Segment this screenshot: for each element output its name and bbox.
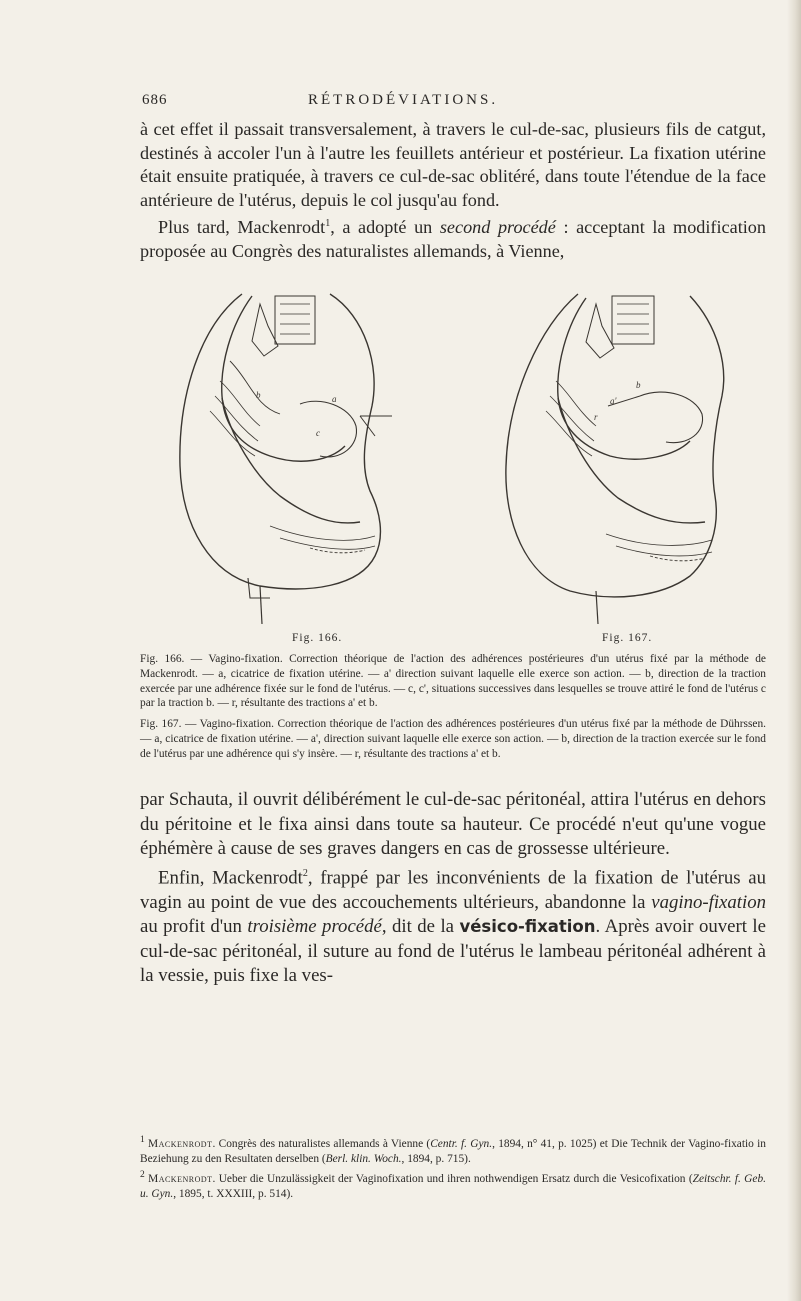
bold-term: vésico-fixation [459,917,596,937]
figure-captions [140,652,766,768]
paragraph-4: Enfin, Mackenrodt$^2$, frappé par les inconvénients de la fixation de l'utérus au vagin au point de vue des accouchements ultérieurs, abandonne la vagino-fixation au profit d'un troisième procédé, dit de la vésico-fixation. Après avoir ouvert le cul-de-sac péritonéal, il suture au fond de l'utérus le lambeau péritonéal adhérent à la vessie, puis fixe la ves- [140,867,767,987]
anatomical-figures [160,286,760,626]
main-text [140,788,766,989]
figure-167-drawing [506,294,724,624]
page-number: 686 [142,92,168,108]
page-edge-shadow [787,0,801,1301]
label-a: a [332,394,337,404]
footnote-ref-2: 2 [302,867,308,879]
intro-text [140,118,766,263]
caption-166: Fig. 166. — Vagino-fixation. Correction théorique de l'action des adhérences postérieures d'un utérus fixé par la méthode de Mackenrodt. — a, cicatrice de fixation utérine. — a' direction suivant laquelle elle exerce son action. — b, direction de la traction exercée par une adhérence fixée sur le fond de l'utérus. — c, c', situations successives dans lesquelles se trouve attiré le fond de l'utérus c par la traction b. — r, résultante des tractions a' et b. [140,653,766,710]
label-r: r [594,412,598,422]
label-c: c [316,428,320,438]
footnote-2: $^2$ Mackenrodt. Ueber die Unzulässigkeit der Vaginofixation und ihren nothwendigen Ersatz durch die Vesicofixation (Zeitschr. f. Geb. u. Gyn., 1895, t. XXXIII, p. 514). [140,1169,766,1201]
running-head [0,92,801,112]
fig-166-label: Fig. 166. [292,632,343,644]
caption-167: Fig. 167. — Vagino-fixation. Correction théorique de l'action des adhérences postérieures d'un utérus fixé par la méthode de Dührssen. — a, cicatrice de fixation utérine. — a', direction suivant laquelle elle exerce son action. — b, direction de la traction exercée sur le fond de l'utérus par une adhérence qui s'y insère. — r, résultante des tractions a' et b. [140,718,766,760]
running-title: RÉTRODÉVIATIONS. [308,92,499,108]
paragraph-1: à cet effet il passait transversalement, à travers le cul-de-sac, plusieurs fils de catgut, destinés à accoler l'un à l'autre les feuillets antérieur et postérieur. La fixation utérine était ensuite pratiquée, à travers ce cul-de-sac oblitéré, dans toute l'étendue de la face antérieure de l'utérus, depuis le col jusqu'au fond. [140,119,766,210]
footnote-1: $^1$ Mackenrodt. Congrès des naturalistes allemands à Vienne (Centr. f. Gyn., 1894, n° 41, p. 1025) et Die Technik der Vagino-fixatio in Beziehung zu den Resultaten derselben (Berl. klin. Woch., 1894, p. 715). [140,1135,766,1166]
label-a-prime: a' [610,396,617,406]
paragraph-2: Plus tard, Mackenrodt$^1$, a adopté un second procédé : acceptant la modification proposée au Congrès des naturalistes allemands, à Vienne, [140,217,766,261]
figure-166-drawing [180,294,392,624]
label-b: b [256,390,261,400]
footnotes [140,1133,766,1203]
footnote-ref-1: 1 [325,218,331,229]
fig-167-label: Fig. 167. [602,632,653,644]
label-b-2: b [636,380,641,390]
paragraph-3: par Schauta, il ouvrit délibérément le cul-de-sac péritonéal, attira l'utérus en dehors du péritoine et le fixa ainsi dans toute sa hauteur. Ce procédé n'eut qu'une vogue éphémère à cause de ses graves dangers en cas de grossesse ultérieure. [140,789,766,860]
